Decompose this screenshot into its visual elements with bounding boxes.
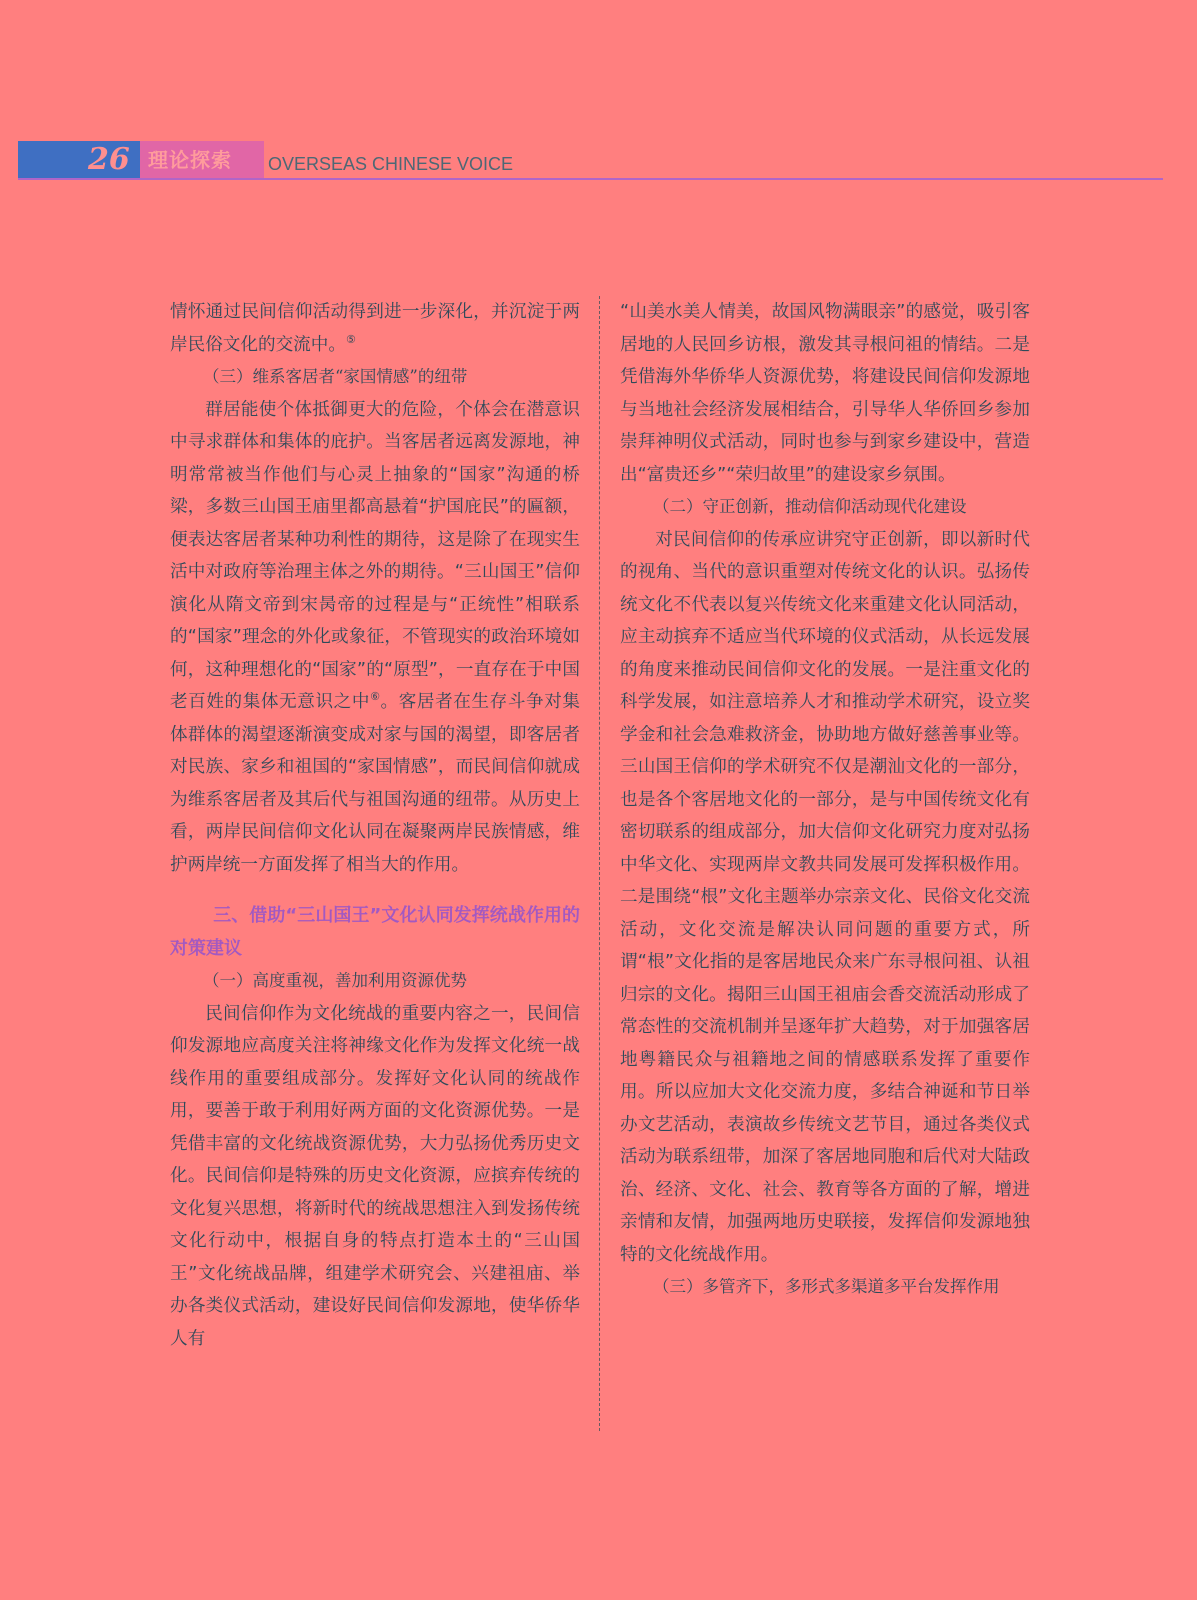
section-heading: 三、借助“三山国王”文化认同发挥统战作用的对策建议	[170, 905, 580, 959]
right-column	[620, 296, 1030, 1304]
column-divider	[599, 296, 600, 1431]
footnote-ref: ⑥	[370, 690, 381, 704]
paragraph: 群居能使个体抵御更大的危险，个体会在潜意识中寻求群体和集体的庇护。当客居者远离发源地，神明常常被当作他们与心灵上抽象的“国家”沟通的桥梁，多数三山国王庙里都高悬着“护国庇民”的匾额，便表达客居者某种功利性的期待，这是除了在现实生活中对政府等治理主体之外的期待。“三山国王”信仰演化从隋文帝到宋昺帝的过程是与“正统性”相联系的“国家”理念的外化或象征，不管现实的政治环境如何，这种理想化的“国家”的“原型”，一直存在于中国老百姓的集体无意识之中⑥。客居者在生存斗争对集体群体的渴望逐渐演变成对家与国的渴望，即客居者对民族、家乡和祖国的“家国情感”，而民间信仰就成为维系客居者及其后代与祖国沟通的纽带。从历史上看，两岸民间信仰文化认同在凝聚两岸民族情感，维护两岸统一方面发挥了相当大的作用。	[170, 399, 580, 875]
paragraph: 情怀通过民间信仰活动得到进一步深化，并沉淀于两岸民俗文化的交流中。⑤	[170, 302, 580, 355]
left-column	[170, 296, 580, 1355]
page-header	[18, 141, 1163, 181]
header-rule	[18, 178, 1163, 180]
paragraph: 民间信仰作为文化统战的重要内容之一，民间信仰发源地应高度关注将神缘文化作为发挥文化统一战线作用的重要组成部分。发挥好文化认同的统战作用，要善于敢于利用好两方面的文化资源优势。一是凭借丰富的文化统战资源优势，大力弘扬优秀历史文化。民间信仰是特殊的历史文化资源，应摈弃传统的文化复兴思想，将新时代的统战思想注入到发扬传统文化行动中，根据自身的特点打造本土的“三山国王”文化统战品牌，组建学术研究会、兴建祖庙、举办各类仪式活动，建设好民间信仰发源地，使华侨华人有	[170, 1003, 580, 1349]
subheading: （二）守正创新，推动信仰活动现代化建设	[653, 497, 967, 516]
magazine-name: OVERSEAS CHINESE VOICE	[268, 154, 514, 174]
page-number: 26	[88, 142, 130, 177]
footnote-ref: ⑤	[345, 332, 356, 346]
paragraph: “山美水美人情美，故国风物满眼亲”的感觉，吸引客居地的人民回乡访根，激发其寻根问祖的情结。二是凭借海外华侨华人资源优势，将建设民间信仰发源地与当地社会经济发展相结合，引导华人华侨回乡参加崇拜神明仪式活动，同时也参与到家乡建设中，营造出“富贵还乡”“荣归故里”的建设家乡氛围。	[620, 302, 1030, 485]
subheading: （三）多管齐下，多形式多渠道多平台发挥作用	[653, 1277, 1000, 1296]
subheading: （一）高度重视，善加利用资源优势	[203, 971, 467, 990]
paragraph: 对民间信仰的传承应讲究守正创新，即以新时代的视角、当代的意识重塑对传统文化的认识。弘扬传统文化不代表以复兴传统文化来重建文化认同活动，应主动摈弃不适应当代环境的仪式活动，从长远发展的角度来推动民间信仰文化的发展。一是注重文化的科学发展，如注意培养人才和推动学术研究，设立奖学金和社会急难救济金，协助地方做好慈善事业等。三山国王信仰的学术研究不仅是潮汕文化的一部分，也是各个客居地文化的一部分，是与中国传统文化有密切联系的组成部分，加大信仰文化研究力度对弘扬中华文化、实现两岸文教共同发展可发挥积极作用。二是围绕“根”文化主题举办宗亲文化、民俗文化交流活动，文化交流是解决认同问题的重要方式，所谓“根”文化指的是客居地民众来广东寻根问祖、认祖归宗的文化。揭阳三山国王祖庙会香交流活动形成了常态性的交流机制并呈逐年扩大趋势，对于加强客居地粤籍民众与祖籍地之间的情感联系发挥了重要作用。所以应加大文化交流力度，多结合神诞和节日举办文艺活动，表演故乡传统文艺节目，通过各类仪式活动为联系纽带，加深了客居地同胞和后代对大陆政治、经济、文化、社会、教育等各方面的了解，增进亲情和友情，加强两地历史联接，发挥信仰发源地独特的文化统战作用。	[620, 529, 1030, 1265]
subheading: （三）维系客居者“家国情感”的纽带	[203, 367, 468, 386]
section-title: 理论探索	[148, 148, 232, 172]
